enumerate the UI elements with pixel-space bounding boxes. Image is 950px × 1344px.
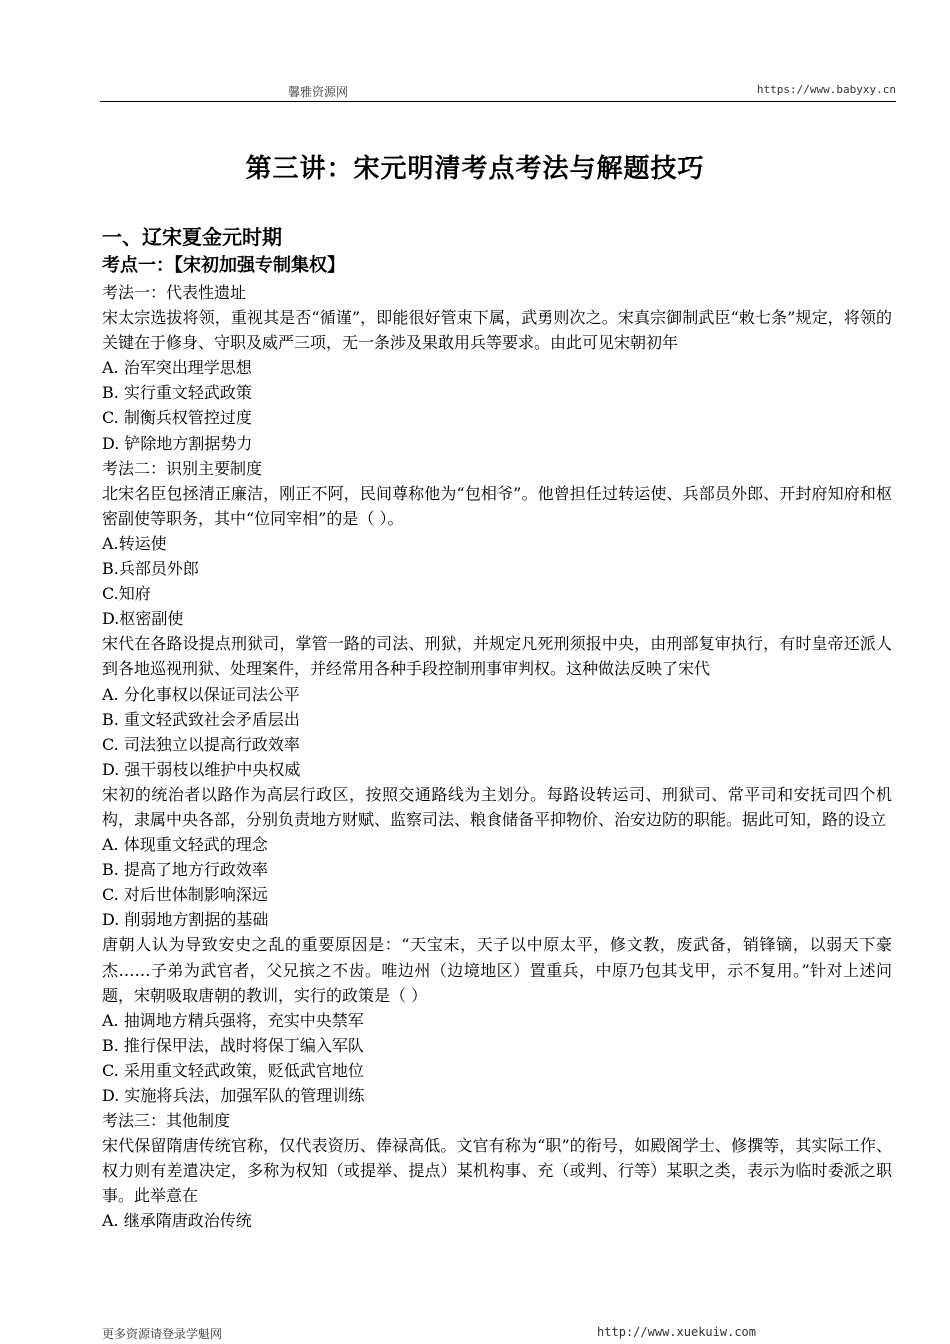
footer-left-text: 更多资源请登录学魁网 xyxy=(102,1327,223,1341)
header-site-name: 馨雅资源网 xyxy=(288,85,349,99)
question-3-option-d: D. 强干弱枝以维护中央权威 xyxy=(102,759,301,779)
question-1-option-d: D. 铲除地方割据势力 xyxy=(102,433,253,453)
document-body xyxy=(102,222,892,1234)
question-5-option-d: D. 实施将兵法，加强军队的管理训练 xyxy=(102,1086,365,1105)
question-1-option-c: C. 制衡兵权管控过度 xyxy=(102,408,252,428)
section-heading: 一、辽宋夏金元时期 xyxy=(102,225,282,249)
question-3-stem: 宋代在各路设提点刑狱司，掌管一路的司法、刑狱，并规定凡死刑须报中央，由刑部复审执行，有时皇帝还派人到各地巡视刑狱、处理案件，并经常用各种手段控制刑事审判权。这种做法反映了宋代 xyxy=(102,634,892,679)
question-2-stem: 北宋名臣包拯清正廉洁，刚正不阿，民间尊称他为“包相爷”。他曾担任过转运使、兵部员外郎、开封府知府和枢密副使等职务，其中“位同宰相”的是（ ）。 xyxy=(102,483,892,528)
method-heading-3: 考法三：其他制度 xyxy=(102,1111,231,1131)
question-1-option-b: B. 实行重文轻武政策 xyxy=(102,383,252,403)
method-heading-2: 考法二：识别主要制度 xyxy=(102,458,263,478)
page-footer xyxy=(102,1325,894,1342)
page-title: 第三讲：宋元明清考点考法与解题技巧 xyxy=(245,154,705,184)
question-4-option-a: A. 体现重文轻武的理念 xyxy=(102,835,268,855)
question-4-option-d: D. 削弱地方割据的基础 xyxy=(102,910,269,930)
question-2-option-d: D.枢密副使 xyxy=(102,609,184,629)
question-2-option-a: A.转运使 xyxy=(102,533,167,553)
question-4-option-b: B. 提高了地方行政效率 xyxy=(102,860,268,880)
question-1-stem: 宋太宗选拔将领，重视其是否“循谨”，即能很好管束下属，武勇则次之。宋真宗御制武臣“敕七条”规定，将领的关键在于修身、守职及威严三项，无一条涉及果敢用兵等要求。由此可见宋朝初年 xyxy=(102,308,892,353)
question-6-stem: 宋代保留隋唐传统官称，仅代表资历、俸禄高低。文官有称为“职”的衔号，如殿阁学士、修撰等，其实际工作、权力则有差遣决定，多称为权知（或提举、提点）某机构事、充（或判、行等）某职之类，表示为临时委派之职事。此举意在 xyxy=(102,1136,892,1206)
method-heading-1: 考法一：代表性遗址 xyxy=(102,283,247,302)
question-5-option-b: B. 推行保甲法，战时将保丁编入军队 xyxy=(102,1035,364,1055)
question-5-option-c: C. 采用重文轻武政策，贬低武官地位 xyxy=(102,1060,364,1080)
footer-url[interactable]: http://www.xuekuiw.com xyxy=(597,1325,756,1339)
question-4-option-c: C. 对后世体制影响深远 xyxy=(102,885,268,905)
question-1-option-a: A. 治军突出理学思想 xyxy=(102,358,252,378)
question-3-option-a: A. 分化事权以保证司法公平 xyxy=(102,684,300,704)
header-url[interactable]: https://www.babyxy.cn xyxy=(756,83,896,96)
question-3-option-c: C. 司法独立以提高行政效率 xyxy=(102,734,300,754)
page-header xyxy=(100,80,896,102)
question-6-option-a: A. 继承隋唐政治传统 xyxy=(102,1211,252,1231)
kaodian-heading: 考点一：【宋初加强专制集权】 xyxy=(102,255,345,276)
question-5-stem: 唐朝人认为导致安史之乱的重要原因是：“天宝末，天子以中原太平，修文教，废武备，销锋镝，以弱天下豪杰……子弟为武官者，父兄摈之不齿。唯边州（边境地区）置重兵，中原乃包其戈甲，示不复用。”针对上述问题，宋朝吸取唐朝的教训，实行的政策是（ ） xyxy=(102,935,892,1005)
question-2-option-b: B.兵部员外郎 xyxy=(102,559,199,579)
question-2-option-c: C.知府 xyxy=(102,584,151,604)
question-5-option-a: A. 抽调地方精兵强将，充实中央禁军 xyxy=(102,1010,364,1030)
question-4-stem: 宋初的统治者以路作为高层行政区，按照交通路线为主划分。每路设转运司、刑狱司、常平司和安抚司四个机构，隶属中央各部，分别负责地方财赋、监察司法、粮食储备平抑物价、治安边防的职能。据此可知，路的设立 xyxy=(102,784,892,829)
question-3-option-b: B. 重文轻武致社会矛盾层出 xyxy=(102,709,300,729)
